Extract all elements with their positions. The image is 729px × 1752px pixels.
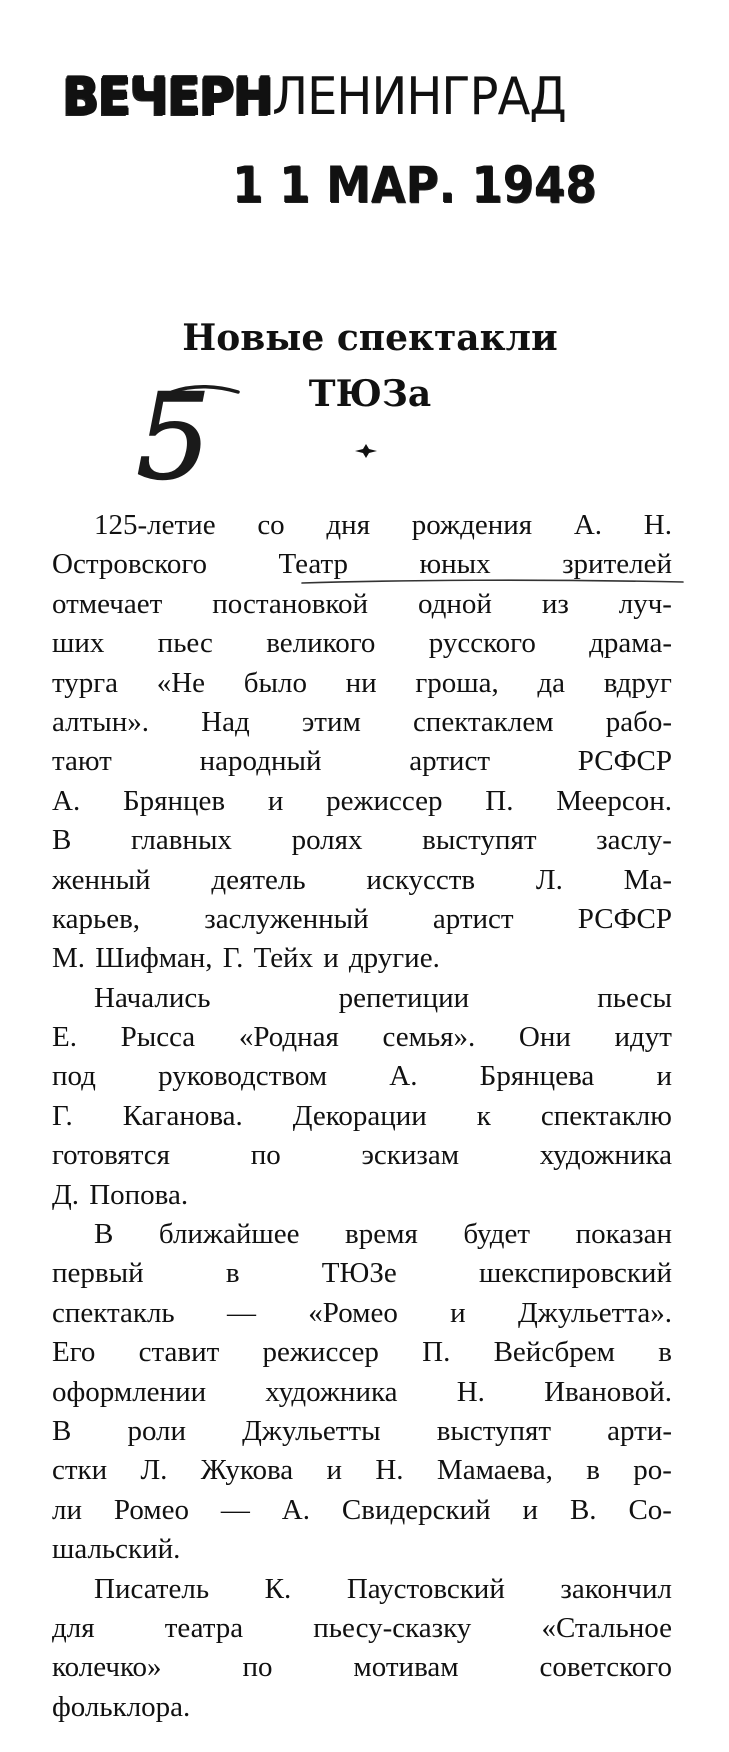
diamond-ornament-icon [355, 444, 377, 458]
article-line: готовятся по эскизам художника [52, 1139, 672, 1172]
article-line: отмечает постановкой одной из луч- [52, 587, 672, 620]
article-line: ших пьес великого русского драма- [52, 627, 672, 660]
article-line: первый в ТЮЗе шекспировский [52, 1257, 672, 1290]
headline-line-1: Новые спектакли [182, 317, 558, 359]
article-line: фольклора. [52, 1690, 191, 1723]
article-body [52, 506, 672, 1727]
article-paragraph [52, 1570, 672, 1728]
handwritten-number-text: 5 [136, 378, 212, 498]
article-line: Г. Каганова. Декорации к спектаклю [52, 1099, 672, 1132]
article-line: для театра пьесу-сказку «Стальное [52, 1611, 672, 1644]
article-line: Его ставит режиссер П. Вейсбрем в [52, 1336, 672, 1369]
article-line: Д. Попова. [52, 1178, 189, 1211]
article-line: Начались репетиции пьесы [94, 981, 672, 1014]
article-line: Е. Рысса «Родная семья». Они идут [52, 1021, 672, 1054]
article-line: оформлении художника Н. Ивановой. [52, 1375, 672, 1408]
article-line: карьев, заслуженный артист РСФСР [52, 902, 672, 935]
article-line: под руководством А. Брянцева и [52, 1060, 672, 1093]
article-line: 125-летие со дня рождения А. Н. [94, 509, 672, 541]
article-line: В главных ролях выступят заслу- [52, 824, 672, 857]
article-line: Островского Театр юных зрителей [52, 548, 672, 581]
article-line: М. Шифман, Г. Тейх и другие. [52, 942, 440, 975]
headline-line-2: ТЮЗа [308, 373, 432, 415]
article-line: В роли Джульетты выступят арти- [52, 1414, 672, 1447]
article-line: Писатель К. Паустовский закончил [94, 1572, 672, 1605]
article-paragraph [52, 1215, 672, 1570]
article-line: женный деятель искусств Л. Ма- [52, 863, 672, 896]
article-line: спектакль — «Ромео и Джульетта». [52, 1296, 672, 1329]
article-line: ли Ромео — А. Свидерский и В. Со- [52, 1493, 672, 1526]
article-line: алтын». Над этим спектаклем рабо- [52, 705, 672, 738]
date-stamp: 1 1 МАР. 1948 [232, 156, 597, 214]
article-line: В ближайшее время будет показан [94, 1218, 672, 1251]
article-line: турга «Не было ни гроша, да вдруг [52, 666, 672, 699]
masthead-title-smudged: ВЕЧЕРН [62, 67, 273, 127]
article-paragraph [52, 979, 672, 1215]
masthead-title-city: ЛЕНИНГРАД [272, 67, 566, 127]
article-line: колечко» по мотивам советского [52, 1651, 672, 1684]
handwritten-number-mark [132, 378, 242, 498]
article-line: А. Брянцев и режиссер П. Меерсон. [52, 784, 672, 817]
article-line: стки Л. Жукова и Н. Мамаева, в ро- [52, 1454, 672, 1487]
article-line: тают народный артист РСФСР [52, 745, 672, 778]
article-paragraph [52, 506, 672, 979]
article-line: шальский. [52, 1533, 181, 1566]
newspaper-masthead [62, 62, 577, 132]
